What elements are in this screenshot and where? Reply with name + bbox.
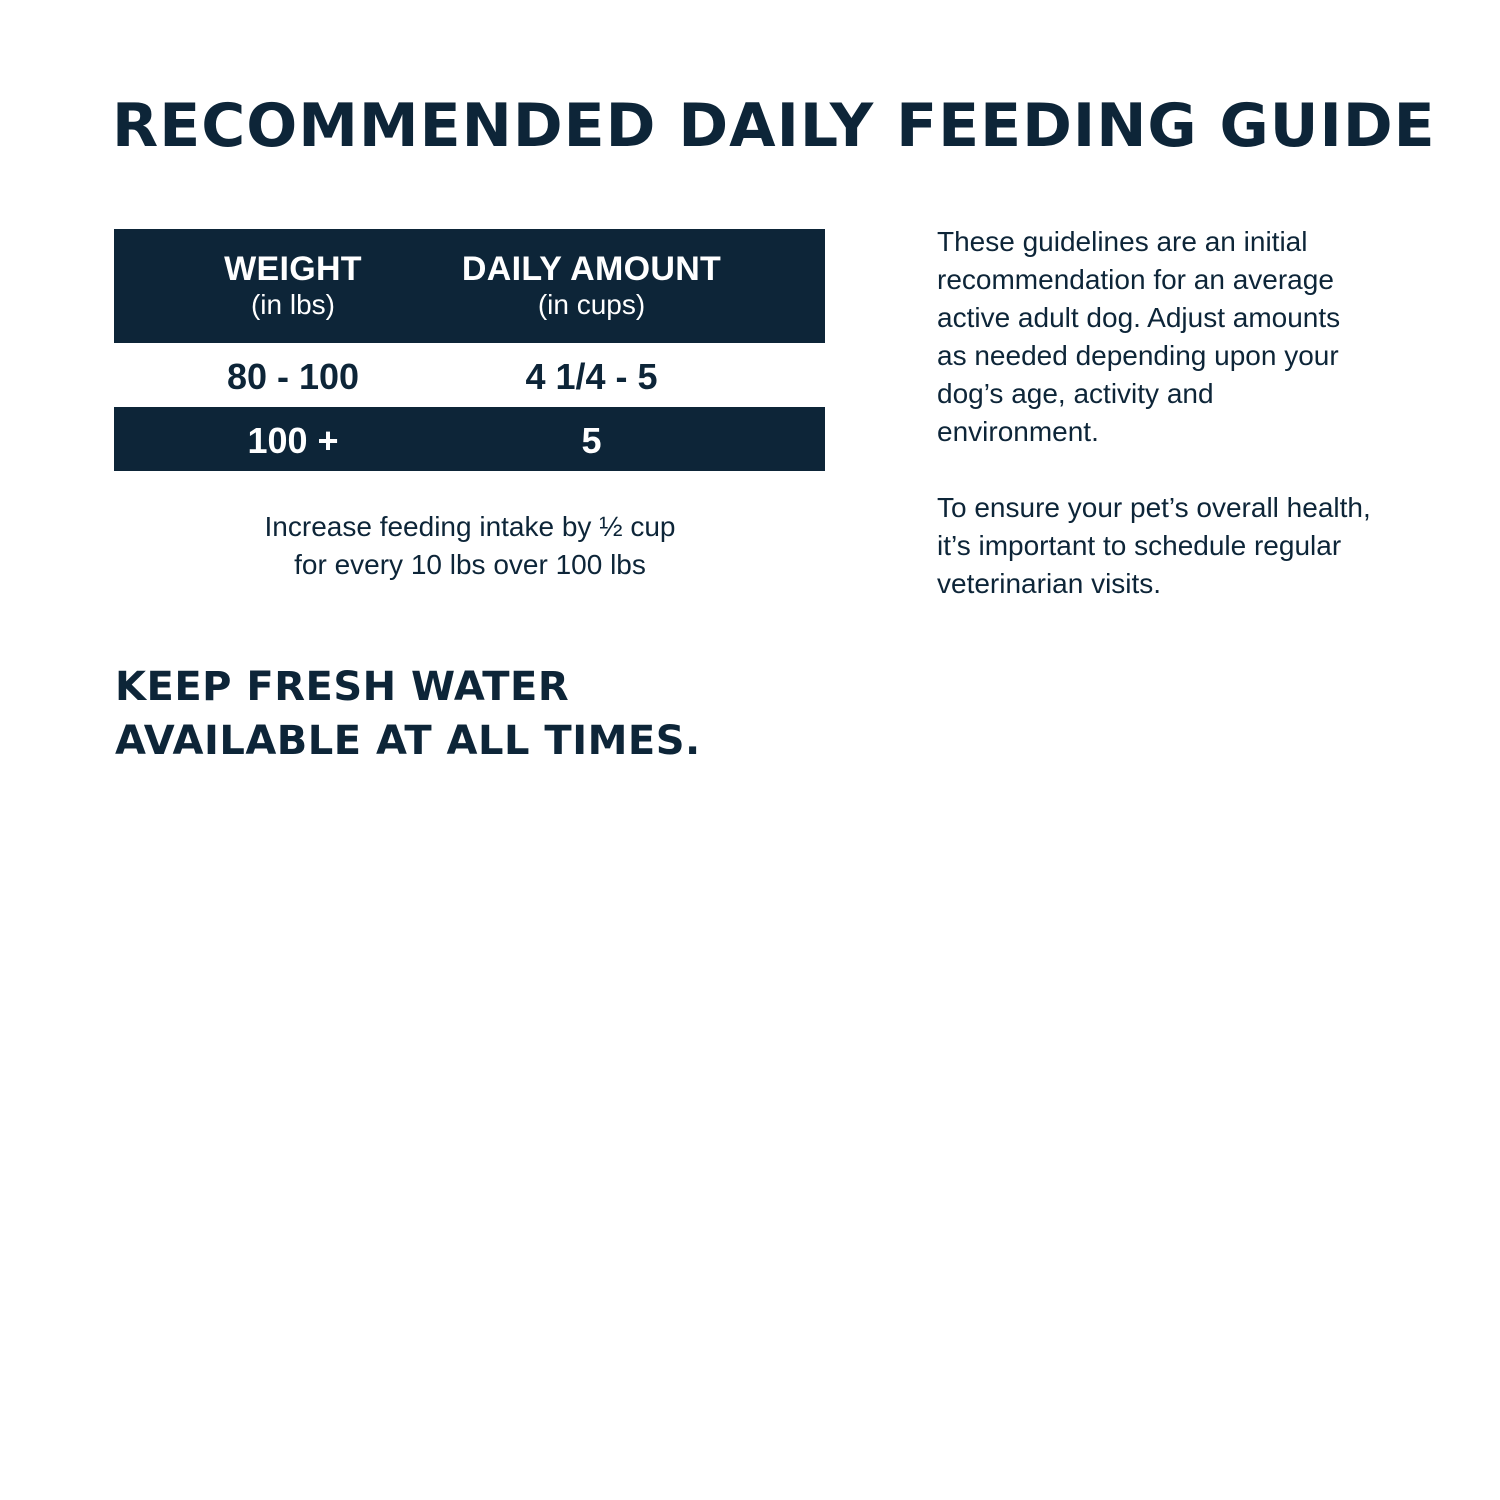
- paragraph-gap: [937, 451, 1407, 489]
- header-daily-amount: [459, 229, 724, 322]
- amount-cell: 5: [581, 420, 602, 461]
- header-weight-label: WEIGHT: [224, 250, 362, 288]
- header-daily-amount-unit: (in cups): [537, 289, 646, 320]
- guidelines-line: active adult dog. Adjust amounts: [937, 302, 1341, 333]
- health-line: it’s important to schedule regular: [937, 530, 1342, 561]
- guidelines-line: These guidelines are an initial: [937, 226, 1308, 257]
- guidelines-text: [937, 223, 1407, 603]
- table-row: [114, 407, 825, 471]
- note-line: for every 10 lbs over 100 lbs: [294, 549, 646, 580]
- guidelines-line: as needed depending upon your: [937, 340, 1339, 371]
- health-line: To ensure your pet’s overall health,: [937, 492, 1371, 523]
- guidelines-line: dog’s age, activity and: [937, 378, 1214, 409]
- header-daily-amount-label: DAILY AMOUNT: [461, 250, 722, 288]
- header-weight-unit: (in lbs): [250, 289, 335, 320]
- weight-cell: 100 +: [247, 420, 339, 461]
- water-notice-line: KEEP FRESH WATER: [115, 664, 570, 710]
- water-notice: [115, 660, 735, 768]
- feeding-table: [114, 229, 825, 471]
- weight-cell: 80 - 100: [226, 356, 360, 397]
- page-title: RECOMMENDED DAILY FEEDING GUIDE: [112, 91, 1436, 161]
- table-row: [114, 343, 825, 407]
- amount-cell: 4 1/4 - 5: [525, 356, 658, 397]
- guidelines-line: recommendation for an average: [937, 264, 1334, 295]
- header-weight: [214, 229, 372, 322]
- note-line: Increase feeding intake by ½ cup: [264, 511, 676, 542]
- guidelines-line: environment.: [937, 416, 1099, 447]
- health-line: veterinarian visits.: [937, 568, 1162, 599]
- water-notice-line: AVAILABLE AT ALL TIMES.: [115, 718, 701, 764]
- table-header: [114, 229, 825, 343]
- feeding-increase-note: [200, 508, 740, 584]
